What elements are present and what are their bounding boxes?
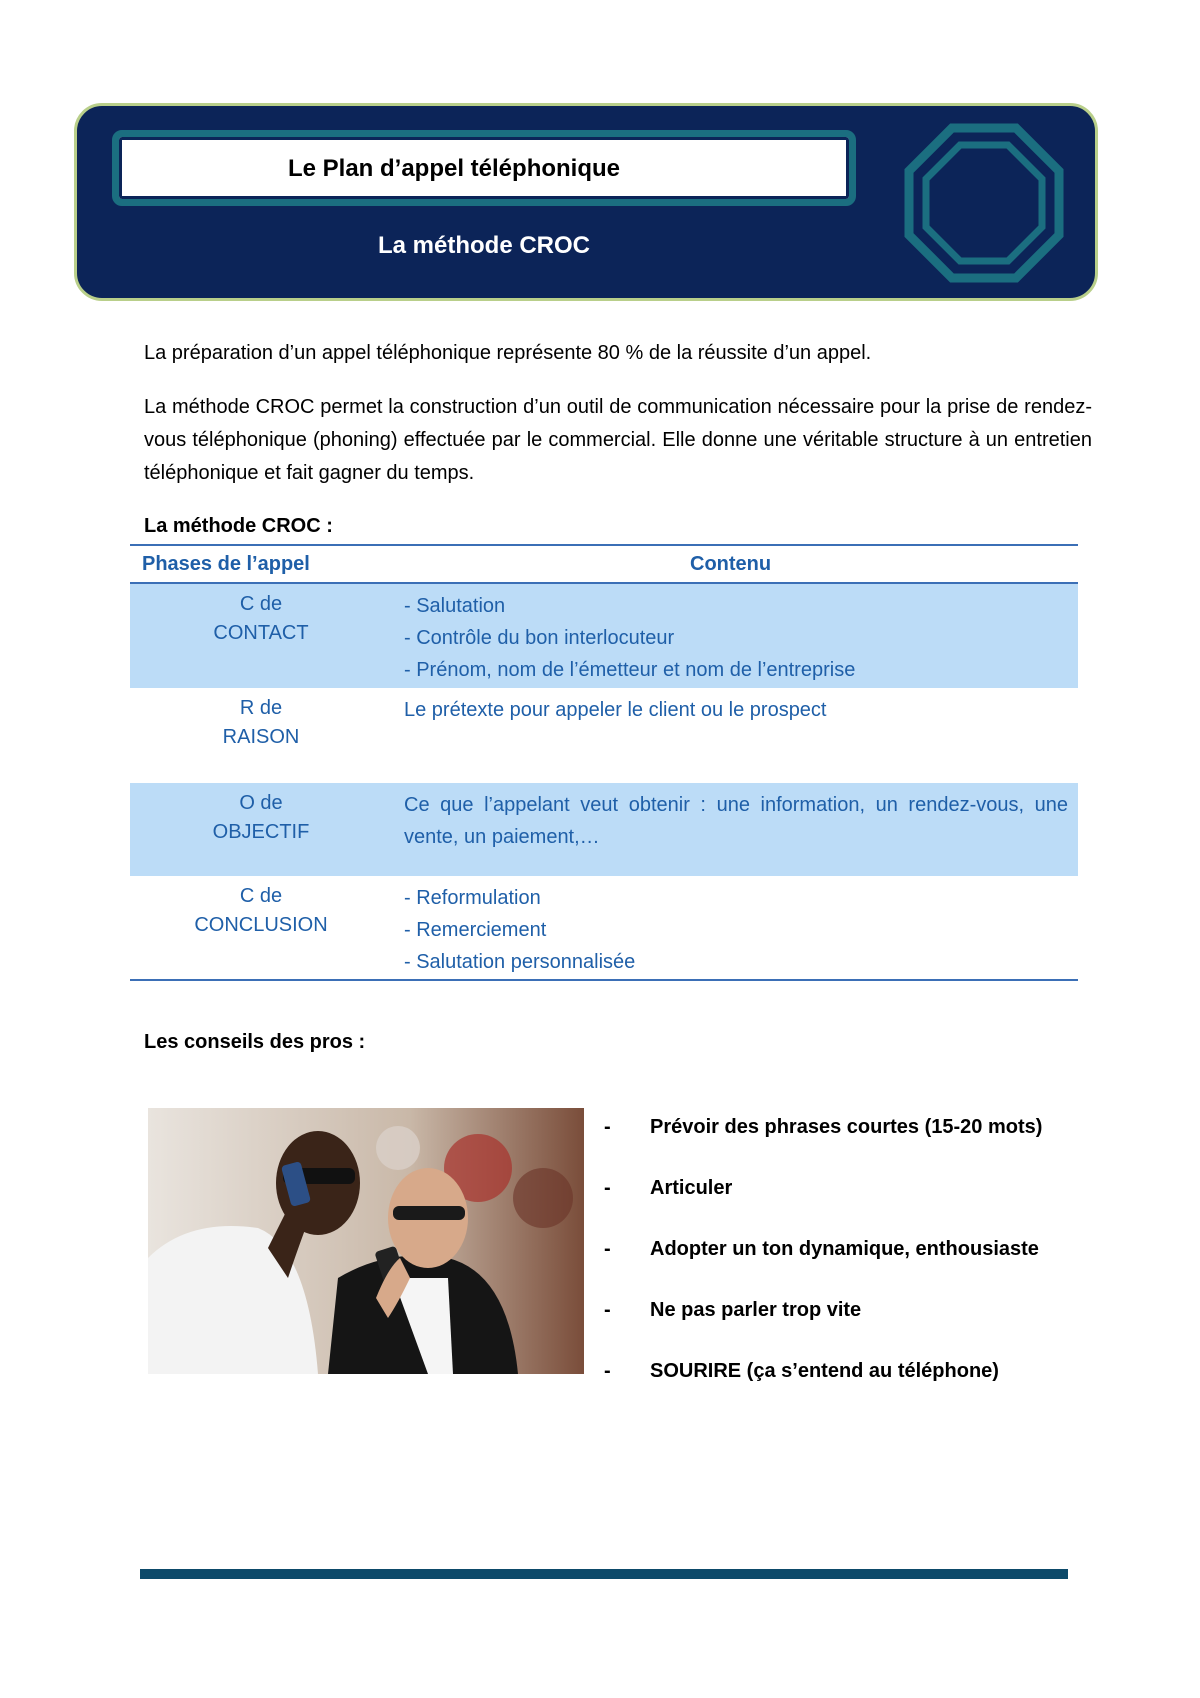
content-cell	[404, 882, 1068, 978]
conseils-section-label: Les conseils des pros :	[144, 1031, 366, 1053]
list-item	[604, 1295, 1084, 1356]
intro-paragraph-2: La méthode CROC permet la construction d’un outil de communication nécessaire pour la prise de rendez-vous téléphonique (phoning) effectuée par le commercial. Elle donne une véritable structure à un entretien téléphonique et fait gagner du temps.	[144, 396, 1092, 484]
content-line: Ce que l’appelant veut obtenir : une information, un rendez-vous, une vente, un paiement,…	[404, 794, 1068, 848]
content-cell	[404, 590, 1068, 686]
phase-name: CONTACT	[213, 622, 309, 644]
table-header	[130, 546, 1078, 584]
phone-callers-photo	[148, 1108, 584, 1374]
list-item	[604, 1173, 1084, 1234]
content-line: - Remerciement	[404, 919, 547, 941]
footer-rule	[140, 1569, 1068, 1579]
content-cell	[404, 789, 1068, 853]
tip-text: Ne pas parler trop vite	[650, 1299, 862, 1321]
tip-text: Prévoir des phrases courtes (15-20 mots)	[650, 1116, 1043, 1138]
bullet-dash: -	[604, 1299, 611, 1321]
tip-text: Articuler	[650, 1177, 733, 1199]
page-title: Le Plan d’appel téléphonique	[287, 155, 621, 182]
phase-name: RAISON	[222, 726, 300, 748]
page-subtitle: La méthode CROC	[377, 232, 590, 259]
content-line: - Salutation	[404, 595, 506, 617]
photo-illustration	[148, 1108, 584, 1374]
croc-section-label: La méthode CROC :	[144, 515, 333, 537]
list-item	[604, 1356, 1084, 1417]
bullet-dash: -	[604, 1238, 611, 1260]
phase-name: CONCLUSION	[194, 914, 328, 936]
bullet-dash: -	[604, 1116, 611, 1138]
bullet-dash: -	[604, 1177, 611, 1199]
phase-name: OBJECTIF	[212, 821, 310, 843]
tips-list	[604, 1112, 1084, 1417]
content-line: - Reformulation	[404, 887, 541, 909]
croc-table	[130, 544, 1078, 981]
list-item	[604, 1234, 1084, 1295]
table-row	[130, 688, 1078, 783]
bullet-dash: -	[604, 1360, 611, 1382]
phase-letter: O de	[239, 792, 283, 814]
intro-paragraph-1: La préparation d’un appel téléphonique représente 80 % de la réussite d’un appel.	[144, 342, 872, 364]
content-line: - Salutation personnalisée	[404, 951, 636, 973]
phase-cell	[130, 789, 392, 847]
phase-letter: R de	[239, 697, 283, 719]
phase-letter: C de	[239, 593, 283, 615]
phase-cell	[130, 590, 392, 648]
content-line: - Prénom, nom de l’émetteur et nom de l’entreprise	[404, 659, 856, 681]
table-row	[130, 584, 1078, 688]
phase-letter: C de	[239, 885, 283, 907]
content-cell	[404, 694, 1068, 726]
list-item	[604, 1112, 1084, 1173]
table-bottom-rule	[130, 979, 1078, 981]
tip-text: Adopter un ton dynamique, enthousiaste	[650, 1238, 1039, 1260]
column-header-phases: Phases de l’appel	[142, 553, 310, 575]
phase-cell	[130, 882, 392, 940]
tip-text: SOURIRE (ça s’entend au téléphone)	[650, 1360, 999, 1382]
phase-cell	[130, 694, 392, 752]
content-line: Le prétexte pour appeler le client ou le prospect	[404, 699, 827, 721]
content-line: - Contrôle du bon interlocuteur	[404, 627, 675, 649]
table-row	[130, 783, 1078, 876]
octagon-icon	[904, 123, 1064, 283]
title-box	[112, 130, 856, 206]
table-row	[130, 876, 1078, 979]
column-header-contenu: Contenu	[690, 553, 772, 575]
